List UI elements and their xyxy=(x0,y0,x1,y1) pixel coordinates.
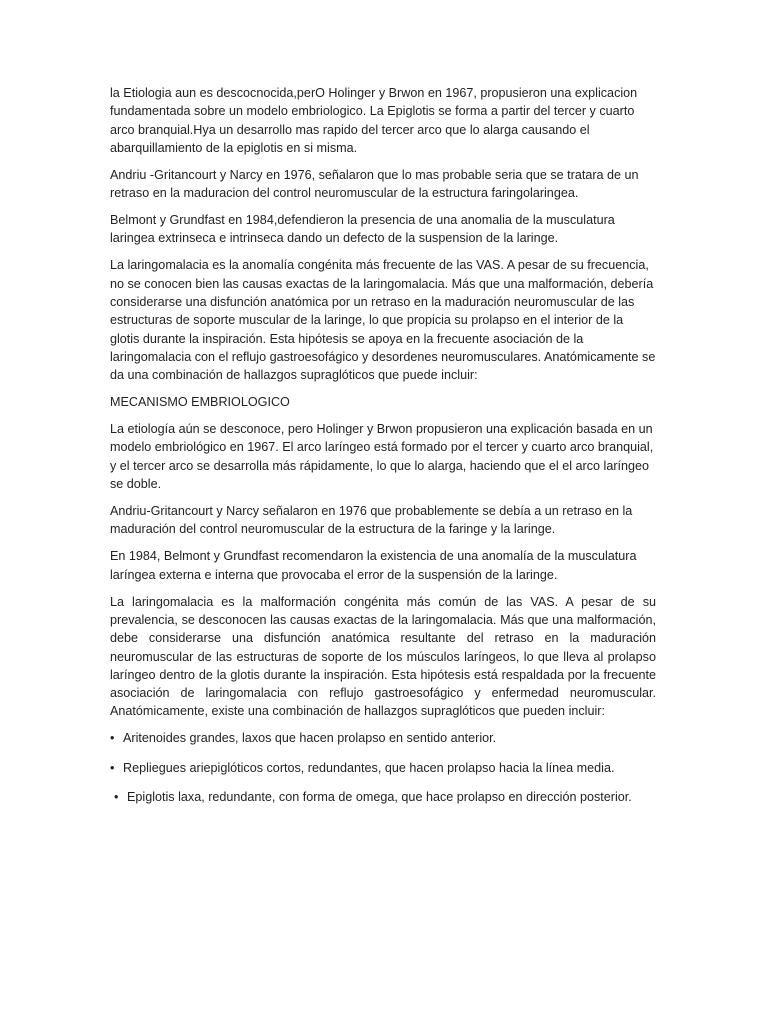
list-item-text: Epiglotis laxa, redundante, con forma de omega, que hace prolapso en dirección posterior. xyxy=(127,789,632,804)
document-page xyxy=(110,84,656,817)
paragraph-belmont-rewrite: En 1984, Belmont y Grundfast recomendaron la existencia de una anomalía de la musculatura laríngea externa e interna que provocaba el error de la suspensión de la laringe. xyxy=(110,549,637,582)
bullet-icon: • xyxy=(110,760,115,775)
paragraph-belmont-1984: Belmont y Grundfast en 1984,defendieron la presencia de una anomalia de la musculatura laringea extrinseca e intrinseca dando un defecto de la suspension de la laringe. xyxy=(110,213,615,246)
paragraph-laringomalacia-rewrite: La laringomalacia es la malformación congénita más común de las VAS. A pesar de su prevalencia, se desconocen las causas exactas de la laringomalacia. Más que una malformación, debe considerarse una disfunción anatómica resultante del retraso en la maduración neuromuscular de las estructuras de soporte de los músculos laríngeos, lo que lleva al prolapso laríngeo dentro de la glotis durante la inspiración. Esta hipótesis está respaldada por la frecuente asociación de laringomalacia con reflujo gastroesofágico y enfermedad neuromuscular. Anatómicamente, existe una combinación de hallazgos supraglóticos que pueden incluir: xyxy=(110,594,656,719)
paragraph-etiologia-rewrite: La etiología aún se desconoce, pero Holinger y Brwon propusieron una explicación basada en un modelo embriológico en 1967. El arco laríngeo está formado por el tercer y cuarto arco branquial, y el tercer arco se desarrolla más rápidamente, lo que lo alarga, haciendo que el el arco laríngeo se doble. xyxy=(110,422,654,492)
paragraph-etiologia-intro: la Etiologia aun es descocnocida,perO Holinger y Brwon en 1967, propusieron una explicacion fundamentada sobre un modelo embriologico. La Epiglotis se forma a partir del tercer y cuarto arco branquial.Hya un desarrollo mas rapido del tercer arco que lo alarga causando el abarquillamiento de la epiglotis en si misma. xyxy=(110,86,638,155)
section-heading-mecanismo: MECANISMO EMBRIOLOGICO xyxy=(110,395,290,410)
bullet-icon: • xyxy=(110,731,115,746)
paragraph-andriu-rewrite: Andriu-Gritancourt y Narcy señalaron en 1976 que probablemente se debía a un retraso en la maduración del control neuromuscular de la estructura de la faringe y la laringe. xyxy=(110,504,633,537)
list-item-text: Repliegues ariepiglóticos cortos, redundantes, que hacen prolapso hacia la línea media. xyxy=(123,760,615,775)
list-item xyxy=(110,788,656,806)
list-item xyxy=(110,729,656,747)
paragraph-andriu-1976: Andriu -Gritancourt y Narcy en 1976, señalaron que lo mas probable seria que se tratara de un retraso en la maduracion del control neuromuscular de la estructura faringolaringea. xyxy=(110,167,639,201)
bullet-icon: • xyxy=(114,789,119,804)
list-item-text: Aritenoides grandes, laxos que hacen prolapso en sentido anterior. xyxy=(123,731,497,746)
list-item xyxy=(110,759,656,777)
paragraph-laringomalacia-original: La laringomalacia es la anomalía congénita más frecuente de las VAS. A pesar de su frecuencia, no se conocen bien las causas exactas de la laringomalacia. Más que una malformación, debería considerarse una disfunción anatómica por un retraso en la maduración neuromuscular de las estructuras de soporte muscular de la laringe, lo que propicia su prolapso en el interior de la glotis durante la inspiración. Esta hipótesis se apoya en la frecuente asociación de la laringomalacia con el reflujo gastroesofágico y desordenes neuromusculares. Anatómicamente se da una combinación de hallazgos supraglóticos que puede incluir: xyxy=(110,258,656,383)
